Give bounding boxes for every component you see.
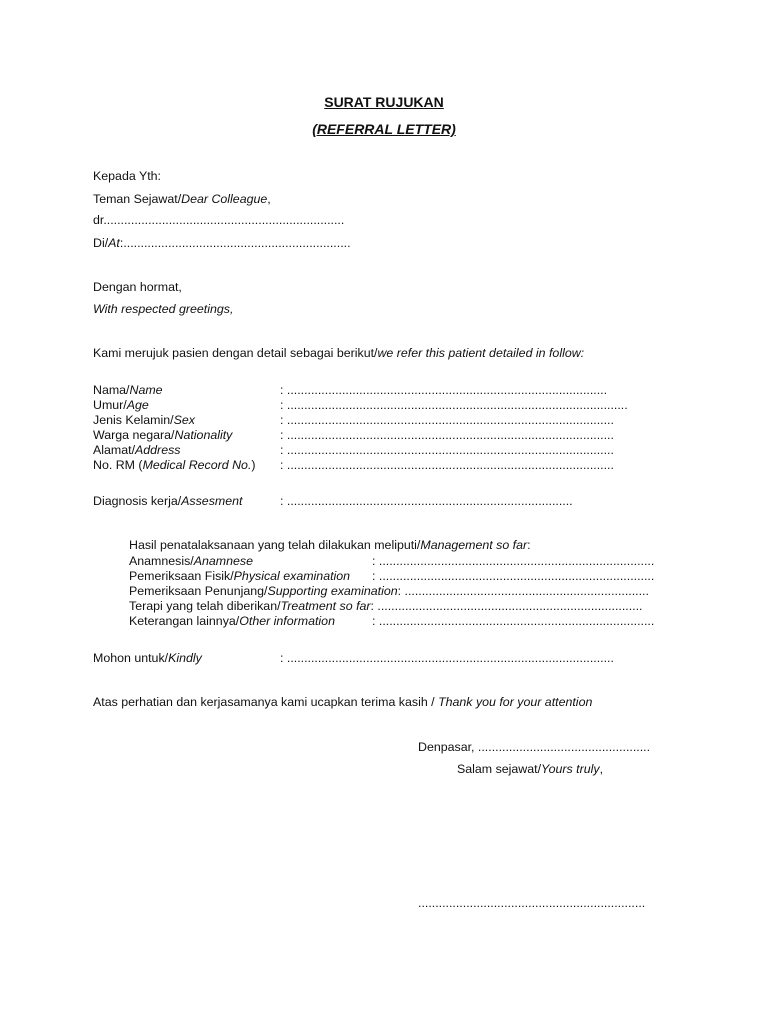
doctor-name-line: dr...................................................................... <box>93 213 345 227</box>
place-date-line: Denpasar, .................................................. <box>418 740 651 754</box>
management-dots-physical: : ................................................................................ <box>372 569 655 583</box>
thanks-line: Atas perhatian dan kerjasamanya kami ucapkan terima kasih / Thank you for your attention <box>93 695 593 709</box>
management-label-treatment: Terapi yang telah diberikan/Treatment so far: ............................................................................. <box>129 599 643 613</box>
salutation-line: Salam sejawat/Yours truly, <box>457 762 604 776</box>
intro-line: Kami merujuk pasien dengan detail sebagai berikut/we refer this patient detailed in follow: <box>93 346 585 360</box>
diagnosis-label: Diagnosis kerja/Assesment <box>93 494 243 508</box>
field-dots-name: : ............................................................................................. <box>280 383 608 397</box>
greeting-en: With respected greetings, <box>93 302 234 316</box>
management-label-other: Keterangan lainnya/Other information <box>129 614 335 628</box>
diagnosis-dots: : ................................................................................... <box>280 494 573 508</box>
field-dots-sex: : ............................................................................................... <box>280 413 614 427</box>
field-label-nationality: Warga negara/Nationality <box>93 428 233 442</box>
field-label-record-no: No. RM (Medical Record No.) <box>93 458 256 472</box>
field-label-sex: Jenis Kelamin/Sex <box>93 413 195 427</box>
field-dots-address: : ............................................................................................... <box>280 443 614 457</box>
recipient-label: Kepada Yth: <box>93 169 161 183</box>
location-line: Di/At:.................................................................. <box>93 236 351 250</box>
field-dots-age: : ................................................................................................... <box>280 398 628 412</box>
management-intro: Hasil penatalaksanaan yang telah dilakukan meliputi/Management so far: <box>129 538 531 552</box>
signature-line: .................................................................. <box>418 896 646 910</box>
field-label-address: Alamat/Address <box>93 443 181 457</box>
field-dots-nationality: : ............................................................................................... <box>280 428 614 442</box>
greeting-id: Dengan hormat, <box>93 280 182 294</box>
letter-subtitle: (REFERRAL LETTER) <box>312 121 456 137</box>
letter-title: SURAT RUJUKAN <box>324 94 444 110</box>
kindly-label: Mohon untuk/Kindly <box>93 651 202 665</box>
management-label-supporting: Pemeriksaan Penunjang/Supporting examination: ....................................................................... <box>129 584 649 598</box>
management-dots-anamnese: : ................................................................................ <box>372 554 655 568</box>
field-dots-record-no: : ............................................................................................... <box>280 458 614 472</box>
kindly-dots: : ............................................................................................... <box>280 651 614 665</box>
management-label-physical: Pemeriksaan Fisik/Physical examination <box>129 569 351 583</box>
management-label-anamnese: Anamnesis/Anamnese <box>129 554 253 568</box>
colleague-line: Teman Sejawat/Dear Colleague, <box>93 192 271 206</box>
field-label-age: Umur/Age <box>93 398 149 412</box>
field-label-name: Nama/Name <box>93 383 163 397</box>
management-dots-other: : ................................................................................ <box>372 614 655 628</box>
